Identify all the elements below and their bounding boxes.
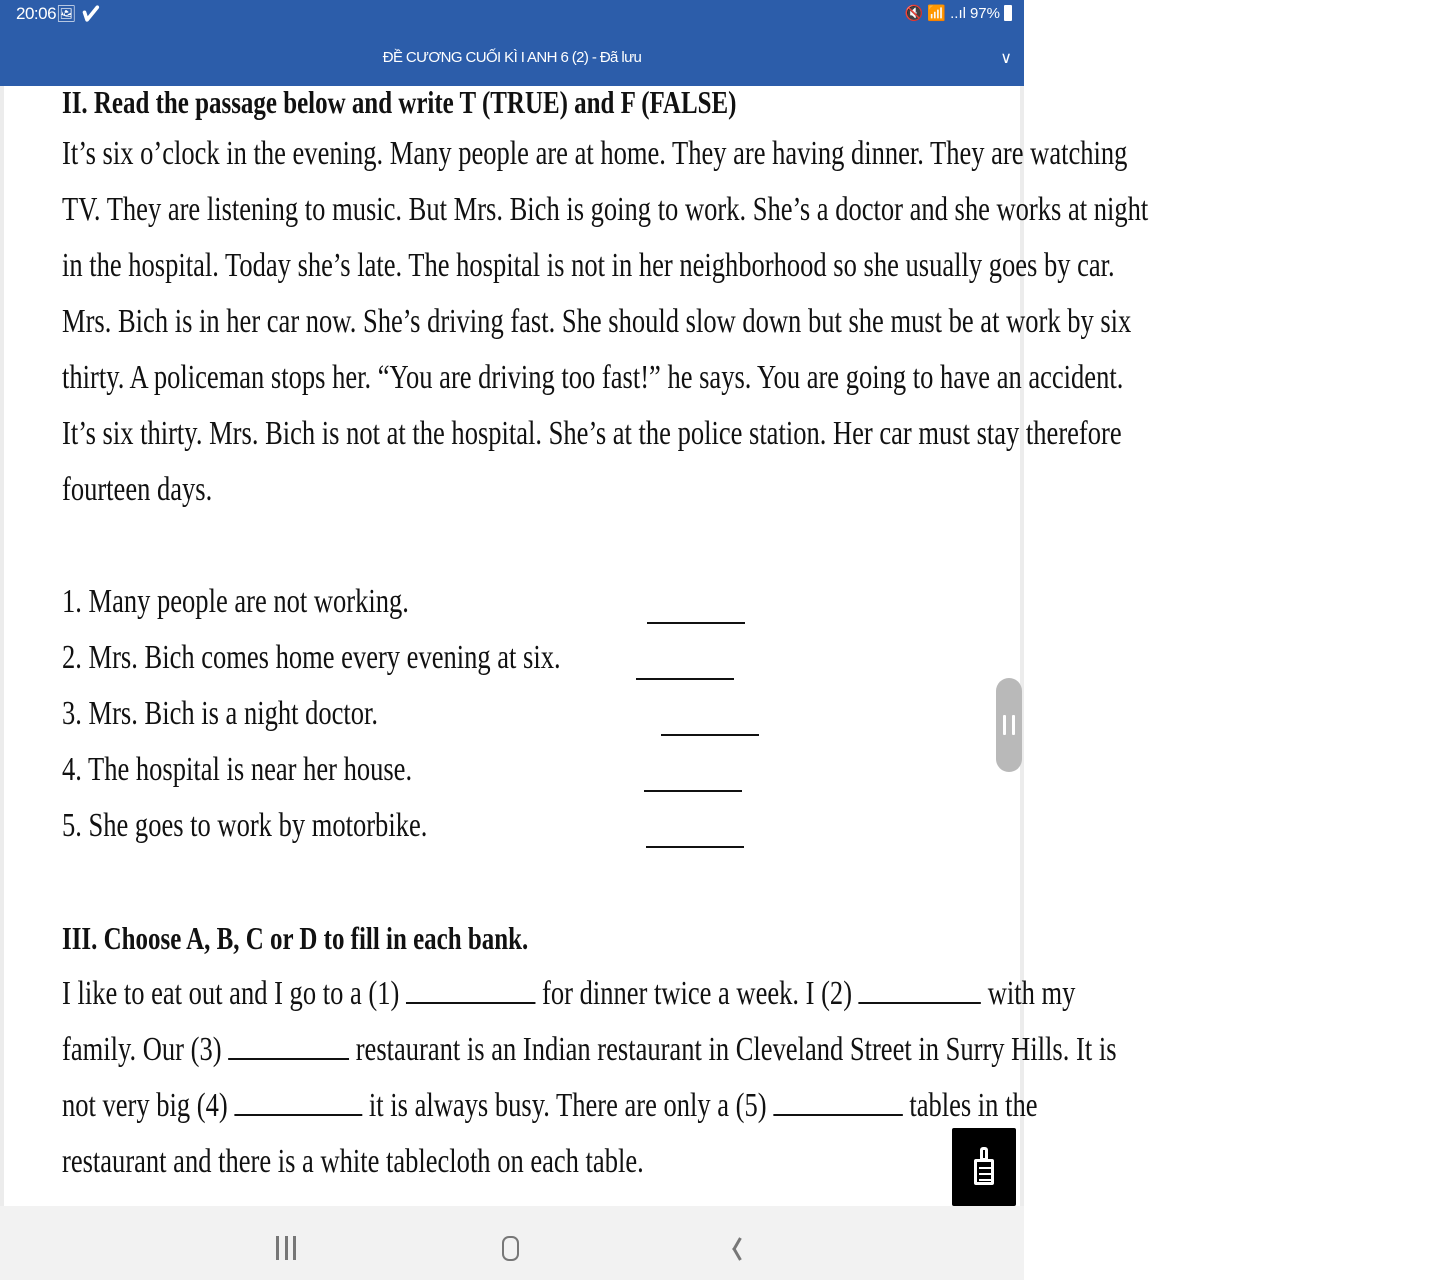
battery-icon	[1004, 5, 1012, 21]
gap-1	[406, 978, 535, 1004]
answer-blank-5	[646, 846, 744, 848]
recents-icon[interactable]	[276, 1236, 296, 1260]
system-nav-bar	[0, 1206, 1024, 1280]
passage-line: fourteen days.	[62, 471, 213, 508]
chevron-down-icon[interactable]: ∨	[1000, 50, 1012, 67]
gap-3	[228, 1034, 349, 1060]
question-1: 1. Many people are not working.	[62, 583, 409, 620]
signal-icon: 🔇 📶 ..ıl	[904, 5, 966, 22]
section-2-heading: II. Read the passage below and write T (TRUE) and F (FALSE)	[62, 84, 737, 120]
app-top-bar	[0, 0, 1024, 86]
back-icon[interactable]	[726, 1236, 740, 1260]
passage-line: in the hospital. Today she’s late. The hospital is not in her neighborhood so she usually goes by car.	[62, 247, 1115, 284]
section-3-heading: III. Choose A, B, C or D to fill in each bank.	[62, 920, 529, 956]
passage-line: TV. They are listening to music. But Mrs. Bich is going to work. She’s a doctor and she works at night	[62, 191, 1149, 228]
passage-line: thirty. A policeman stops her. “You are driving too fast!” he says. You are going to have an accident.	[62, 359, 1124, 396]
notification-icons: 🖼 ✔	[56, 6, 102, 23]
cloze-line-4: restaurant and there is a white tablecloth on each table.	[62, 1143, 644, 1180]
cloze-line-1: I like to eat out and I go to a (1) for dinner twice a week. I (2) with my	[62, 975, 1076, 1012]
question-4: 4. The hospital is near her house.	[62, 751, 413, 788]
answer-blank-1	[647, 622, 745, 624]
passage-line: It’s six o’clock in the evening. Many people are at home. They are having dinner. They are watching	[62, 135, 1128, 172]
text-reflow-icon	[970, 1147, 998, 1187]
question-3: 3. Mrs. Bich is a night doctor.	[62, 695, 379, 732]
text-reflow-button[interactable]	[952, 1128, 1016, 1206]
home-icon[interactable]	[502, 1236, 519, 1261]
answer-blank-4	[644, 790, 742, 792]
passage-line: Mrs. Bich is in her car now. She’s driving fast. She should slow down but she must be at work by six	[62, 303, 1132, 340]
status-right	[904, 4, 1012, 22]
question-2: 2. Mrs. Bich comes home every evening at six.	[62, 639, 561, 676]
answer-blank-3	[661, 734, 759, 736]
question-5: 5. She goes to work by motorbike.	[62, 807, 428, 844]
cloze-line-2: family. Our (3) restaurant is an Indian restaurant in Cleveland Street in Surry Hills. It is	[62, 1031, 1117, 1068]
gap-2	[859, 978, 981, 1004]
answer-blank-2	[636, 678, 734, 680]
passage-line: It’s six thirty. Mrs. Bich is not at the hospital. She’s at the police station. Her car must stay therefore	[62, 415, 1122, 452]
gap-5	[773, 1090, 902, 1116]
drag-handle-icon[interactable]	[996, 678, 1022, 772]
cloze-line-3: not very big (4) it is always busy. There are only a (5) tables in the	[62, 1087, 1038, 1124]
battery-level: 97%	[969, 4, 1000, 22]
status-time: 20:06	[16, 4, 57, 23]
document-page[interactable]	[0, 84, 1149, 1206]
document-title[interactable]: ĐỀ CƯƠNG CUỐI KÌ I ANH 6 (2) - Đã lưu	[382, 49, 642, 66]
gap-4	[234, 1090, 362, 1116]
